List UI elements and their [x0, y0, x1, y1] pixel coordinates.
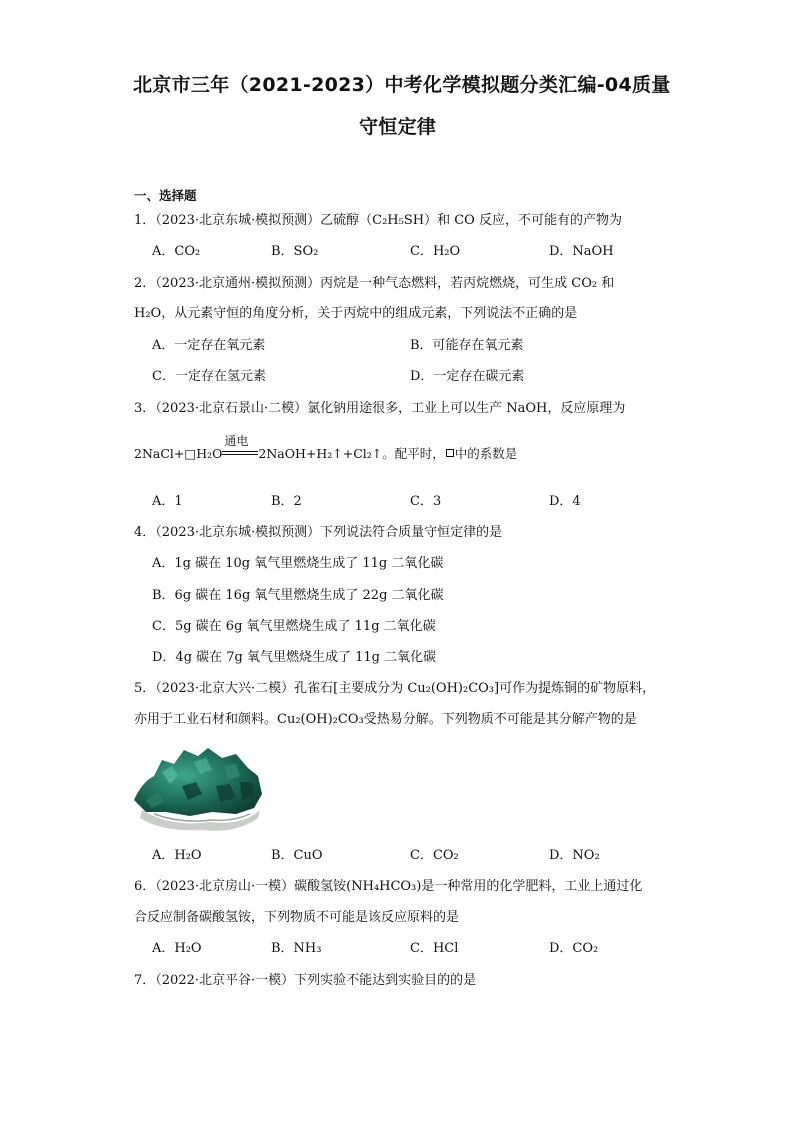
q3-option-d: D．4 — [549, 494, 581, 509]
q6-option-c: C．HCl — [410, 941, 459, 956]
q3-option-c: C．3 — [410, 494, 442, 509]
reaction-arrow — [222, 434, 258, 460]
q2-option-d: D．一定存在碳元素 — [410, 369, 525, 384]
q2-option-a: A．一定存在氧元素 — [152, 338, 266, 353]
q1-option-d: D．NaOH — [549, 244, 614, 259]
q5-option-a: A．H₂O — [152, 848, 202, 863]
q1-option-c: C．H₂O — [410, 244, 461, 259]
page-title: 北京市三年（2021-2023）中考化学模拟题分类汇编-04质量 — [133, 74, 671, 96]
question-2-stem-line2: H₂O，从元素守恒的角度分析，关于丙烷中的组成元素，下列说法不正确的是 — [134, 306, 578, 321]
q4-option-b: B．6g 碳在 16g 氧气里燃烧生成了 22g 二氧化碳 — [152, 588, 444, 603]
q5-option-d: D．NO₂ — [549, 848, 600, 863]
q3-option-b: B．2 — [271, 494, 302, 509]
q2-option-b: B．可能存在氧元素 — [410, 338, 524, 353]
q1-option-b: B．SO₂ — [271, 244, 319, 259]
q3-equation-products: 2NaOH+H₂↑+Cl₂↑。配平时， — [258, 446, 445, 461]
q4-option-a: A．1g 碳在 10g 氧气里燃烧生成了 11g 二氧化碳 — [152, 556, 444, 571]
q1-option-a: A．CO₂ — [152, 244, 201, 259]
q3-option-a: A．1 — [152, 494, 183, 509]
question-1-stem: 1．（2023·北京东城·模拟预测）乙硫醇（C₂H₅SH）和 CO 反应，不可能有的产物为 — [134, 213, 622, 228]
q4-option-d: D．4g 碳在 7g 氧气里燃烧生成了 11g 二氧化碳 — [152, 650, 437, 665]
blank-box-icon — [446, 449, 454, 457]
question-3-stem: 3．（2023·北京石景山·二模）氯化钠用途很多，工业上可以生产 NaOH，反应原理为 — [134, 401, 626, 416]
q3-equation-reactant: 2NaCl+ — [134, 446, 185, 461]
q3-equation-water: H₂O — [196, 446, 223, 461]
question-6-stem: 6．（2023·北京房山·一模）碳酸氢铵(NH₄HCO₃)是一种常用的化学肥料，工业上通过化 — [134, 879, 643, 894]
q3-coefficient-box: □ — [184, 446, 197, 461]
q6-option-a: A．H₂O — [152, 941, 202, 956]
malachite-mineral-image — [132, 742, 264, 834]
question-7-stem: 7．（2022·北京平谷·一模）下列实验不能达到实验目的的是 — [134, 973, 477, 988]
question-6-stem-line2: 合反应制备碳酸氢铵，下列物质不可能是该反应原料的是 — [134, 910, 460, 925]
question-4-stem: 4．（2023·北京东城·模拟预测）下列说法符合质量守恒定律的是 — [134, 525, 503, 540]
q6-option-b: B．NH₃ — [271, 941, 322, 956]
question-5-stem-line2: 亦用于工业石材和颜料。Cu₂(OH)₂CO₃受热易分解。下列物质不可能是其分解产物的是 — [134, 712, 637, 727]
question-2-stem: 2．（2023·北京通州·模拟预测）丙烷是一种气态燃料，若丙烷燃烧，可生成 CO₂ 和 — [134, 276, 615, 291]
q2-option-c: C．一定存在氢元素 — [152, 369, 266, 384]
q3-equation — [134, 434, 518, 463]
question-5-stem: 5．（2023·北京大兴·二模）孔雀石[主要成分为 Cu₂(OH)₂CO₃]可作为提炼铜的矿物原料， — [134, 681, 656, 696]
section-heading: 一、选择题 — [134, 188, 197, 203]
q5-option-c: C．CO₂ — [410, 848, 459, 863]
q5-option-b: B．CuO — [271, 848, 323, 863]
page-title-line2: 守恒定律 — [359, 116, 437, 138]
reaction-condition: 通电 — [224, 434, 249, 448]
q6-option-d: D．CO₂ — [549, 941, 599, 956]
q3-equation-tail: 中的系数是 — [454, 446, 518, 461]
q4-option-c: C．5g 碳在 6g 氧气里燃烧生成了 11g 二氧化碳 — [152, 619, 436, 634]
